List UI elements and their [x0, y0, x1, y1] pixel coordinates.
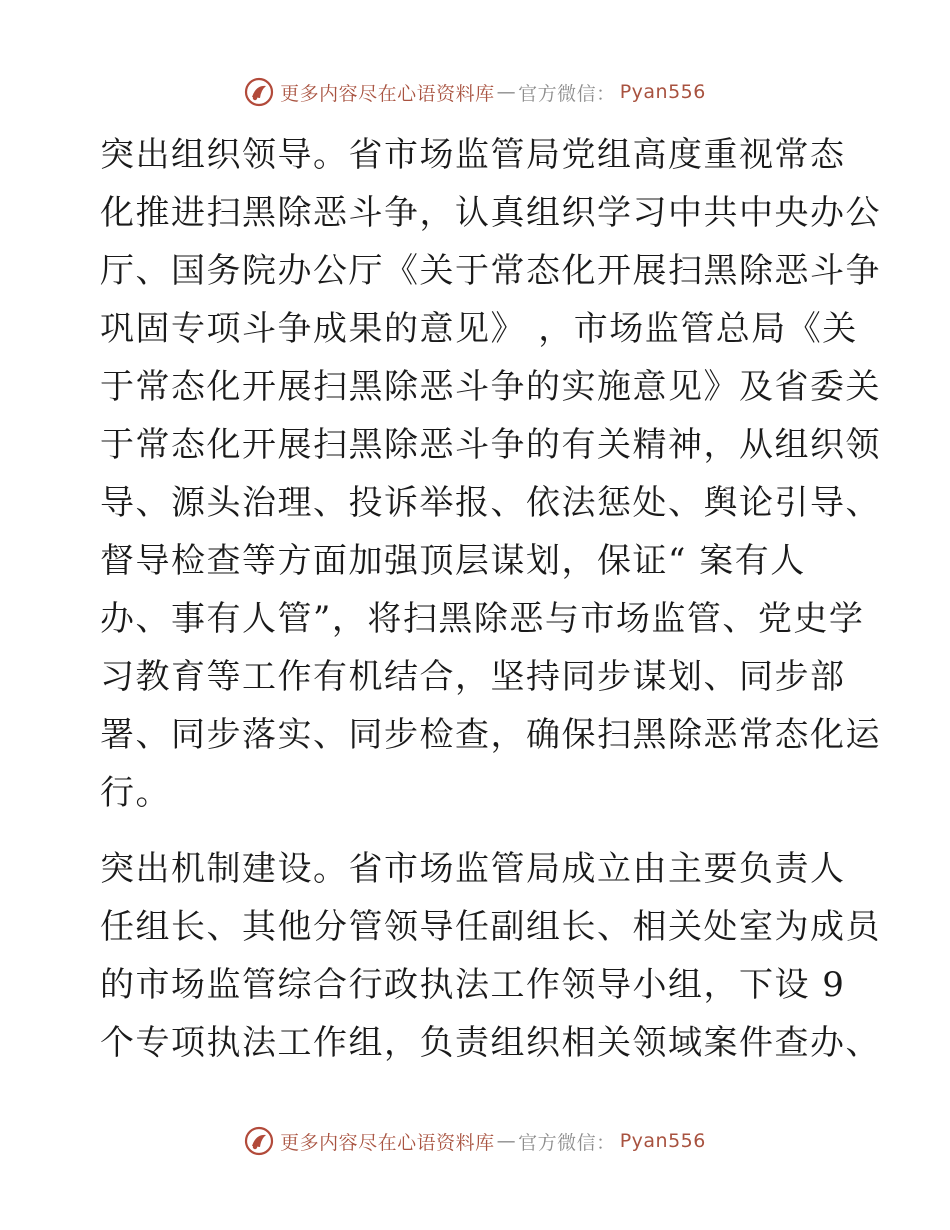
text-line: 突出机制建设。省市场监管局成立由主要负责人: [100, 849, 846, 889]
watermark-footer: [0, 1121, 950, 1161]
text-line: 个专项执法工作组，负责组织相关领域案件查办、: [100, 1023, 881, 1063]
paragraph-mechanism-building: [100, 840, 881, 1072]
text-line: 巩固专项斗争成果的意见》 ，市场监管总局《关: [100, 309, 858, 349]
watermark-contact-label: 官方微信：: [518, 82, 616, 105]
text-line: 行。: [100, 773, 171, 813]
watermark-brand: 更多内容尽在心语资料库: [280, 82, 495, 105]
text-line: 办、事有人管”，将扫黑除恶与市场监管、党史学: [100, 599, 865, 639]
watermark-header: [0, 72, 950, 112]
seal-logo-icon: [244, 77, 274, 107]
watermark-contact-id: Pyan556: [619, 81, 706, 103]
text-line: 督导检查等方面加强顶层谋划，保证“ 案有人: [100, 541, 806, 581]
paragraph-organization-leadership: [100, 126, 881, 822]
text-line: 于常态化开展扫黑除恶斗争的实施意见》及省委关: [100, 367, 881, 407]
watermark-brand: 更多内容尽在心语资料库: [280, 1131, 495, 1154]
text-line: 导、源头治理、投诉举报、依法惩处、舆论引导、: [100, 483, 881, 523]
text-line: 厅、国务院办公厅《关于常态化开展扫黑除恶斗争: [100, 251, 881, 291]
text-line: 习教育等工作有机结合，坚持同步谋划、同步部: [100, 657, 846, 697]
document-body: [100, 126, 881, 1072]
text-line: 任组长、其他分管领导任副组长、相关处室为成员: [100, 907, 881, 947]
watermark-contact-id: Pyan556: [619, 1130, 706, 1152]
text-line: 于常态化开展扫黑除恶斗争的有关精神，从组织领: [100, 425, 881, 465]
seal-logo-icon: [244, 1126, 274, 1156]
text-line: 突出组织领导。省市场监管局党组高度重视常态: [100, 135, 846, 175]
text-line: 署、同步落实、同步检查，确保扫黑除恶常态化运: [100, 715, 881, 755]
watermark-separator: —: [496, 81, 517, 103]
watermark-contact-label: 官方微信：: [518, 1131, 616, 1154]
watermark-separator: —: [496, 1130, 517, 1152]
text-line: 化推进扫黑除恶斗争，认真组织学习中共中央办公: [100, 193, 881, 233]
text-line: 的市场监管综合行政执法工作领导小组，下设 9: [100, 965, 846, 1005]
